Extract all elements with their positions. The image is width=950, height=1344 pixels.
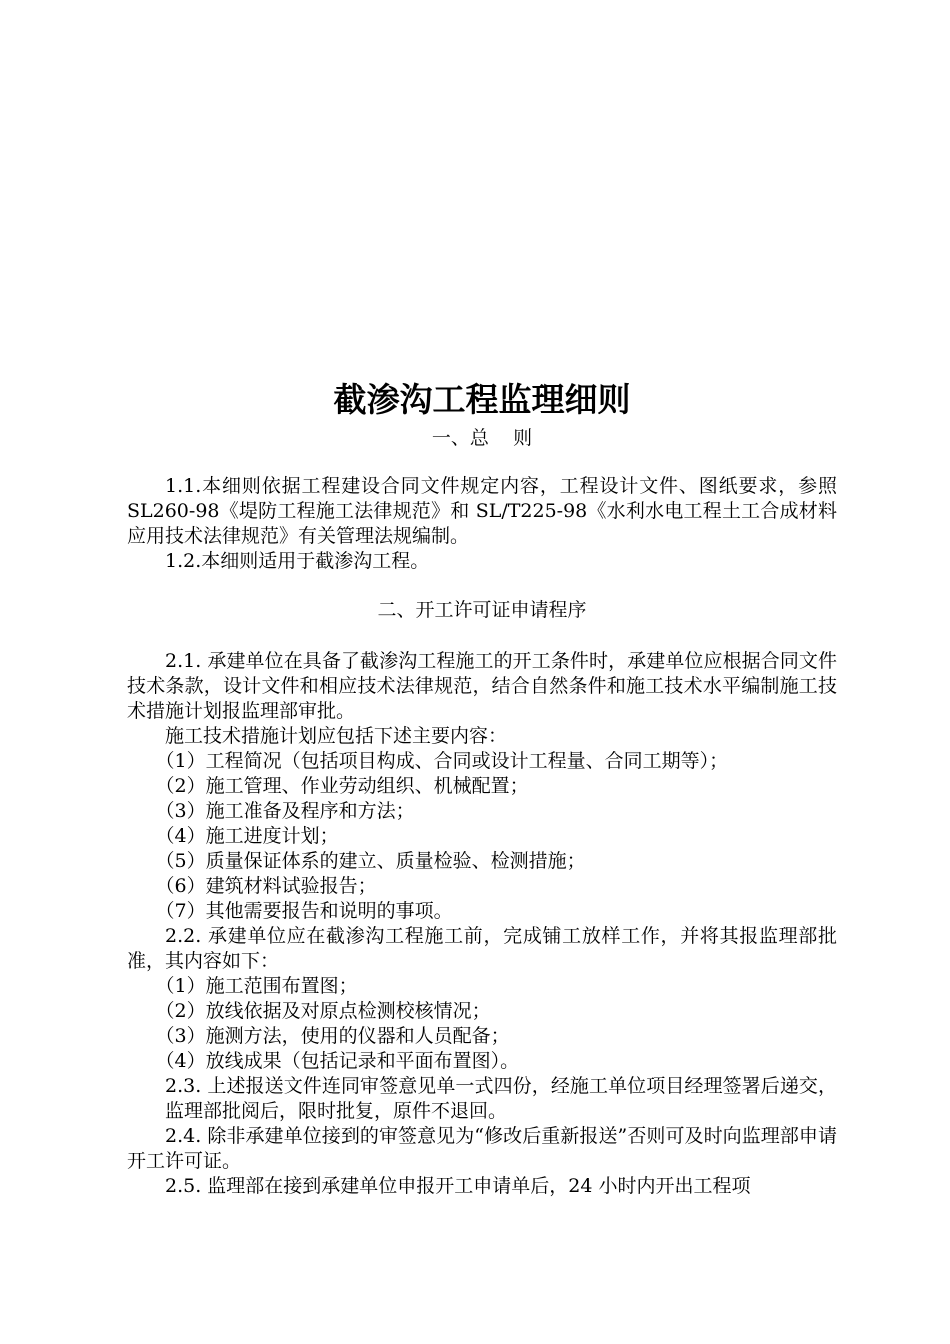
plan-item: （7）其他需要报告和说明的事项。 — [155, 900, 453, 922]
layout-item: （3）施测方法，使用的仪器和人员配备； — [155, 1025, 510, 1047]
plan-item: （4）施工进度计划； — [155, 825, 339, 847]
plan-item: （6）建筑材料试验报告； — [155, 875, 377, 897]
layout-item: （2）放线依据及对原点检测校核情况； — [155, 1000, 491, 1022]
layout-item: （4）放线成果（包括记录和平面布置图）。 — [155, 1050, 520, 1072]
paragraph-2-4: 2.4. 除非承建单位接到的审签意见为“修改后重新报送”否则可及时向监理部申请开工许可证。 — [127, 1125, 837, 1172]
paragraph-1-2: 1.2.本细则适用于截渗沟工程。 — [165, 550, 430, 572]
document-title: 截渗沟工程监理细则 — [333, 380, 631, 419]
plan-item: （3）施工准备及程序和方法； — [155, 800, 415, 822]
paragraph-2-5: 2.5. 监理部在接到承建单位申报开工申请单后，24 小时内开出工程项 — [165, 1175, 751, 1197]
section-heading-permit-procedure: 二、开工许可证申请程序 — [377, 599, 587, 621]
section-permit-body — [127, 649, 837, 1199]
plan-item: （5）质量保证体系的建立、质量检验、检测措施； — [155, 850, 586, 872]
paragraph-1-1: 1.1.本细则依据工程建设合同文件规定内容，工程设计文件、图纸要求，参照 SL260-98《堤防工程施工法律规范》和 SL/T225-98《水利水电工程土工合成材料应用技术法律规范》有关管理法规编制。 — [127, 475, 837, 547]
layout-item: （1）施工范围布置图； — [155, 975, 358, 997]
section-general-body — [127, 474, 837, 574]
section-heading-general: 一、总 则 — [431, 427, 533, 449]
plan-intro: 施工技术措施计划应包括下述主要内容： — [165, 725, 508, 747]
plan-item: （1）工程简况（包括项目构成、合同或设计工程量、合同工期等）； — [155, 750, 729, 772]
paragraph-2-1: 2.1. 承建单位在具备了截渗沟工程施工的开工条件时，承建单位应根据合同文件技术条款，设计文件和相应技术法律规范，结合自然条件和施工技术水平编制施工技术措施计划报监理部审批。 — [127, 650, 837, 722]
paragraph-2-2: 2.2. 承建单位应在截渗沟工程施工前，完成铺工放样工作，并将其报监理部批准，其内容如下： — [127, 925, 837, 972]
paragraph-2-3: 2.3. 上述报送文件连同审签意见单一式四份，经施工单位项目经理签署后递交，监理部批阅后，限时批复，原件不退回。 — [165, 1075, 837, 1122]
plan-item: （2）施工管理、作业劳动组织、机械配置； — [155, 775, 529, 797]
